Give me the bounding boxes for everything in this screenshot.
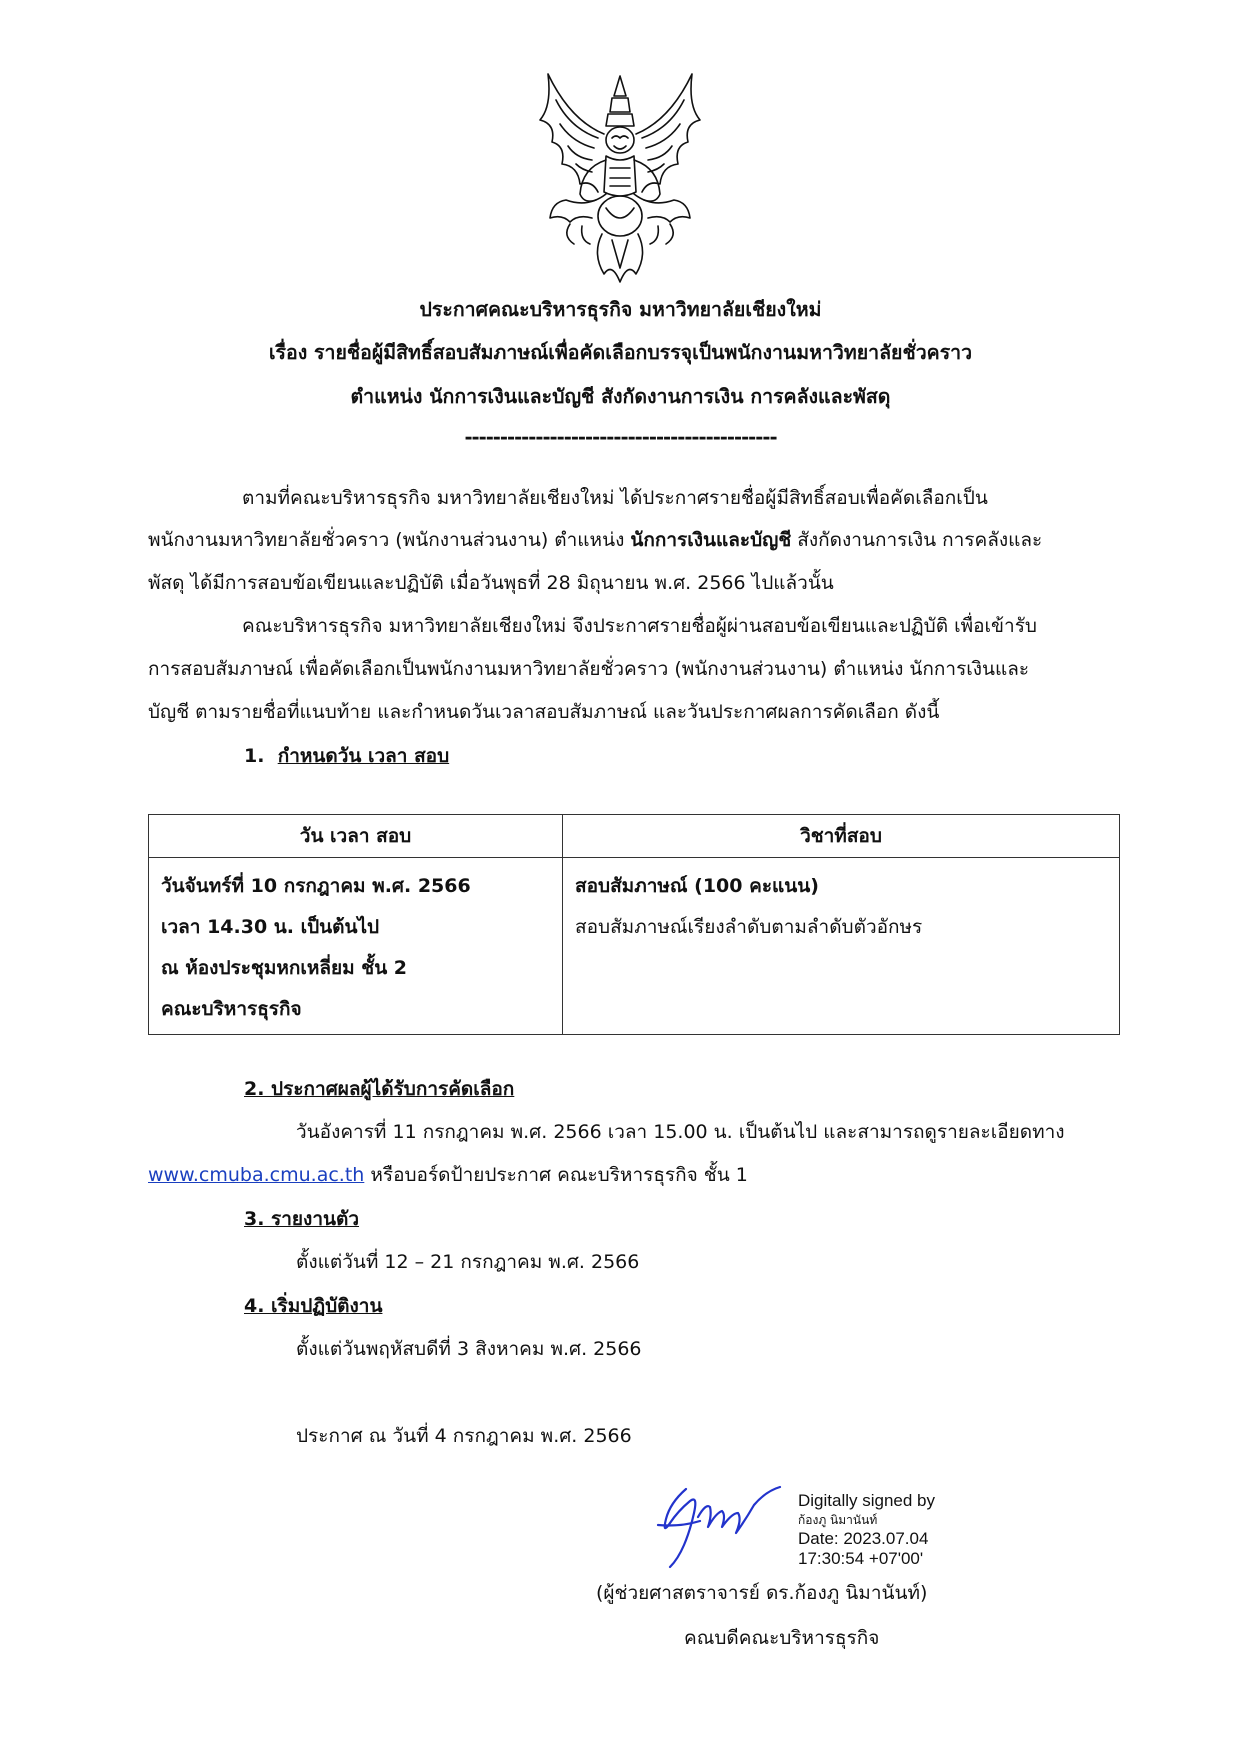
digital-signer-name: ก้องภู นิมานันท์ bbox=[798, 1513, 878, 1527]
results-source-text: หรือบอร์ดป้ายประกาศ คณะบริหารธุรกิจ ชั้น 1 bbox=[364, 1164, 748, 1186]
subject-cell bbox=[563, 858, 1120, 1035]
announcement-date: ประกาศ ณ วันที่ 4 กรกฎาคม พ.ศ. 2566 bbox=[296, 1425, 632, 1447]
website-link[interactable]: www.cmuba.cmu.ac.th bbox=[148, 1164, 365, 1186]
exam-date: วันจันทร์ที่ 10 กรกฎาคม พ.ศ. 2566 bbox=[161, 875, 471, 897]
garuda-emblem-icon bbox=[522, 68, 718, 286]
section-number: 1. bbox=[244, 745, 265, 767]
exam-time: เวลา 14.30 น. เป็นต้นไป bbox=[161, 916, 380, 938]
datetime-cell bbox=[149, 858, 563, 1035]
section-title: กำหนดวัน เวลา สอบ bbox=[277, 745, 450, 767]
table-header-row bbox=[149, 815, 1120, 858]
subject-description: สอบสัมภาษณ์เรียงลำดับตามลำดับตัวอักษร bbox=[575, 916, 923, 938]
report-date-line: ตั้งแต่วันที่ 12 – 21 กรกฎาคม พ.ศ. 2566 bbox=[296, 1251, 640, 1273]
paragraph-text: พนักงานมหาวิทยาลัยชั่วคราว (พนักงานส่วนงาน) ตำแหน่ง bbox=[148, 529, 631, 551]
header-divider: -------------------------------------------- bbox=[464, 426, 777, 449]
section-4-heading: 4. เริ่มปฏิบัติงาน bbox=[244, 1295, 383, 1317]
section-3-heading: 3. รายงานตัว bbox=[244, 1208, 360, 1230]
paragraph-1-line-3: พัสดุ ได้มีการสอบข้อเขียนและปฏิบัติ เมื่อวันพุธที่ 28 มิถุนายน พ.ศ. 2566 ไปแล้วนั้น bbox=[148, 572, 834, 594]
signer-name: (ผู้ช่วยศาสตราจารย์ ดร.ก้องภู นิมานันท์) bbox=[596, 1582, 928, 1604]
paragraph-2-line-1: คณะบริหารธุรกิจ มหาวิทยาลัยเชียงใหม่ จึงประกาศรายชื่อผู้ผ่านสอบข้อเขียนและปฏิบัติ เพื่อเข้ารับ bbox=[242, 615, 1037, 637]
table-row bbox=[149, 858, 1120, 1035]
signer-title: คณบดีคณะบริหารธุรกิจ bbox=[684, 1627, 880, 1649]
digital-sign-time: 17:30:54 +07'00' bbox=[798, 1549, 924, 1568]
paragraph-1-line-2 bbox=[148, 526, 1042, 554]
subject-title: สอบสัมภาษณ์ (100 คะแนน) bbox=[575, 875, 819, 897]
digital-signed-label: Digitally signed by bbox=[798, 1491, 936, 1510]
paragraph-text: สังกัดงานการเงิน การคลังและ bbox=[791, 529, 1043, 551]
results-source-line bbox=[148, 1161, 748, 1189]
digital-signature-block bbox=[798, 1491, 935, 1569]
section-2-heading: 2. ประกาศผลผู้ได้รับการคัดเลือก bbox=[244, 1078, 515, 1100]
start-date-line: ตั้งแต่วันพฤหัสบดีที่ 3 สิงหาคม พ.ศ. 2566 bbox=[296, 1338, 642, 1360]
results-date-line: วันอังคารที่ 11 กรกฎาคม พ.ศ. 2566 เวลา 15.00 น. เป็นต้นไป และสามารถดูรายละเอียดทาง bbox=[296, 1121, 1065, 1143]
exam-room: ณ ห้องประชุมหกเหลี่ยม ชั้น 2 bbox=[161, 957, 408, 979]
paragraph-2-line-2: การสอบสัมภาษณ์ เพื่อคัดเลือกเป็นพนักงานมหาวิทยาลัยชั่วคราว (พนักงานส่วนงาน) ตำแหน่ง นักการเงินและ bbox=[148, 658, 1030, 680]
column-header-subject: วิชาที่สอบ bbox=[563, 815, 1120, 858]
paragraph-1-line-1: ตามที่คณะบริหารธุรกิจ มหาวิทยาลัยเชียงใหม่ ได้ประกาศรายชื่อผู้มีสิทธิ์สอบเพื่อคัดเลือกเป็น bbox=[242, 487, 988, 509]
section-1-heading bbox=[244, 742, 449, 770]
announcement-heading: ประกาศคณะบริหารธุรกิจ มหาวิทยาลัยเชียงใหม่ bbox=[419, 298, 822, 321]
position-name: นักการเงินและบัญชี bbox=[630, 529, 792, 551]
exam-faculty: คณะบริหารธุรกิจ bbox=[161, 998, 302, 1020]
digital-sign-date: Date: 2023.07.04 bbox=[798, 1529, 929, 1548]
position-line: ตำแหน่ง นักการเงินและบัญชี สังกัดงานการเงิน การคลังและพัสดุ bbox=[350, 385, 891, 408]
subject-line: เรื่อง รายชื่อผู้มีสิทธิ์สอบสัมภาษณ์เพื่อคัดเลือกบรรจุเป็นพนักงานมหาวิทยาลัยชั่วคราว bbox=[268, 341, 973, 364]
schedule-table bbox=[148, 814, 1120, 1035]
paragraph-2-line-3: บัญชี ตามรายชื่อที่แนบท้าย และกำหนดวันเวลาสอบสัมภาษณ์ และวันประกาศผลการคัดเลือก ดังนี้ bbox=[148, 701, 940, 723]
column-header-datetime: วัน เวลา สอบ bbox=[149, 815, 563, 858]
handwritten-signature-icon bbox=[640, 1483, 790, 1571]
